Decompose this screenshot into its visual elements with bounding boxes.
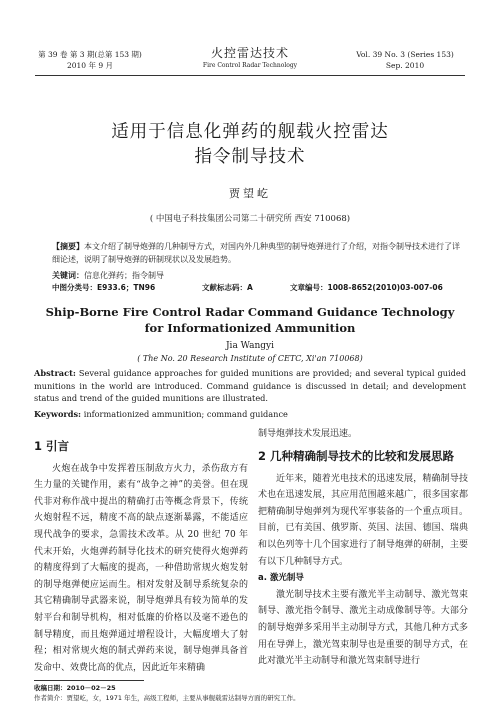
left-column <box>34 438 248 676</box>
keywords-cn <box>52 269 464 282</box>
article-title-en <box>40 304 460 336</box>
volume-date: Sep. 2010 <box>385 61 425 70</box>
footnote <box>34 684 474 703</box>
title-cn-line-1: 适用于信息化弹药的舰载火控雷达 <box>111 122 389 142</box>
keywords-en-label: Keywords: <box>34 409 82 419</box>
title-en-line-1: Ship-Borne Fire Control Radar Command Guidance Technology <box>45 305 455 319</box>
author-en: Jia Wangyi <box>225 341 275 351</box>
abstract-en-label: Abstract: <box>34 368 76 378</box>
subsection-laser-guidance: a. 激光制导 <box>258 573 304 584</box>
journal-title-en: Fire Control Radar Technology <box>202 62 298 69</box>
abstract-en-text: Several guidance approaches for guided munitions are provided; and several typical guided munitions in the world are introduced. Command guidance is discussed in detail; and development status and trend of the guided munitions are illustrated. <box>34 368 466 403</box>
title-en-line-2: for Informationized Ammunition <box>144 321 356 335</box>
keywords-en-text: informationized ammunition; command guidance <box>81 409 288 419</box>
journal-title-cn: 火控雷达技术 <box>210 46 289 60</box>
abstract-cn-text: 本文介绍了制导炮弹的几种制导方式，对国内外几种典型的制导炮弹进行了介绍，对指令制导技术进行了详细论述，说明了制导炮弹的研制现状以及发展趋势。 <box>52 242 460 264</box>
affiliation-cn: ( 中国电子科技集团公司第二十研究所 西安 710068) <box>149 214 351 224</box>
abstract-cn <box>52 240 464 266</box>
keywords-en <box>34 408 466 420</box>
section-2-heading: 2 几种精确制导技术的比较和发展思路 <box>258 448 455 463</box>
keywords-cn-text: 信息化弹药；指令制导 <box>84 271 164 280</box>
document-code: 文献标志码：A <box>202 283 253 292</box>
author-bio: 作者简介：贾望屹，女，1971 年生，高级工程师，主要从事舰载雷达制导方面的研究工作。 <box>34 693 300 702</box>
journal-name <box>175 46 325 70</box>
issue-date: 2010 年 9 月 <box>66 61 113 70</box>
abstract-cn-label: 【摘要】 <box>52 241 84 251</box>
author-cn: 贾望屹 <box>229 187 271 200</box>
section-1-paragraph: 火炮在战争中发挥着压制敌方火力，杀伤敌方有生力量的关键作用，素有“战争之神”的美誉。但在现代非对称作战中提出的精确打击等概念背景下，传统火炮射程不远，精度不高的缺点逐渐暴露，不能适应现代战争的要求，急需技术改革。从 20 世纪 70 年代末开始，火炮弹药制导化技术的研究使得火炮弹药的精度得到了大幅度的提高，一种借助常规火炮发射的制导炮弹便应运而生。相对发射及制导系统复杂的其它精确制导武器来说，制导炮弹具有较为简单的发射平台和制导机构，相对低廉的价格以及毫不逊色的制导精度，而且炮弹通过增程设计，大幅度增大了射程；相对常规火炮的制式弹药来说，制导炮弹具备首发命中、效费比高的优点，因此近年来精确 <box>34 463 248 673</box>
header-rule <box>35 75 465 76</box>
title-cn-line-2: 指令制导技术 <box>194 147 306 167</box>
issue-info <box>35 49 145 71</box>
clc-number: 中图分类号：E933.6；TN96 <box>52 283 156 292</box>
right-column <box>258 426 468 670</box>
article-title-cn <box>30 120 470 170</box>
abstract-en <box>34 367 466 405</box>
section-2-paragraph-2: 激光制导技术主要有激光半主动制导、激光驾束制导、激光指令制导、激光主动成像制导等。大部分的制导炮弹多采用半主动制导方式，其他几种方式多用在导弹上，激光驾束制导也是重要的制导方式，在此对激光半主动制导和激光驾束制导进行 <box>258 589 468 667</box>
volume-info <box>345 49 465 71</box>
continued-text: 制导炮弹技术发展迅速。 <box>258 429 358 439</box>
article-number: 文章编号：1008-8652(2010)03-007-06 <box>290 283 443 292</box>
footnote-rule <box>34 680 144 681</box>
issue-line: 第 39 卷 第 3 期(总第 153 期) <box>38 50 142 59</box>
received-date: 收稿日期：2010－02－25 <box>34 684 116 692</box>
section-1-heading: 1 引言 <box>34 439 70 453</box>
keywords-cn-label: 关键词： <box>52 270 84 280</box>
volume-line: Vol. 39 No. 3 (Series 153) <box>356 50 454 59</box>
affiliation-en: ( The No. 20 Research Institute of CETC, Xi'an 710068) <box>137 354 363 363</box>
section-2-paragraph-1: 近年来，随着光电技术的迅速发展，精确制导技术也在迅速发展，其应用范围越来越广，很多国家都把精确制导炮弹列为现代军事装备的一个重点项目。目前，已有美国、俄罗斯、英国、法国、德国、瑞典和以色列等十几个国家进行了制导炮弹的研制，主要有以下几种制导方式。 <box>258 473 468 567</box>
